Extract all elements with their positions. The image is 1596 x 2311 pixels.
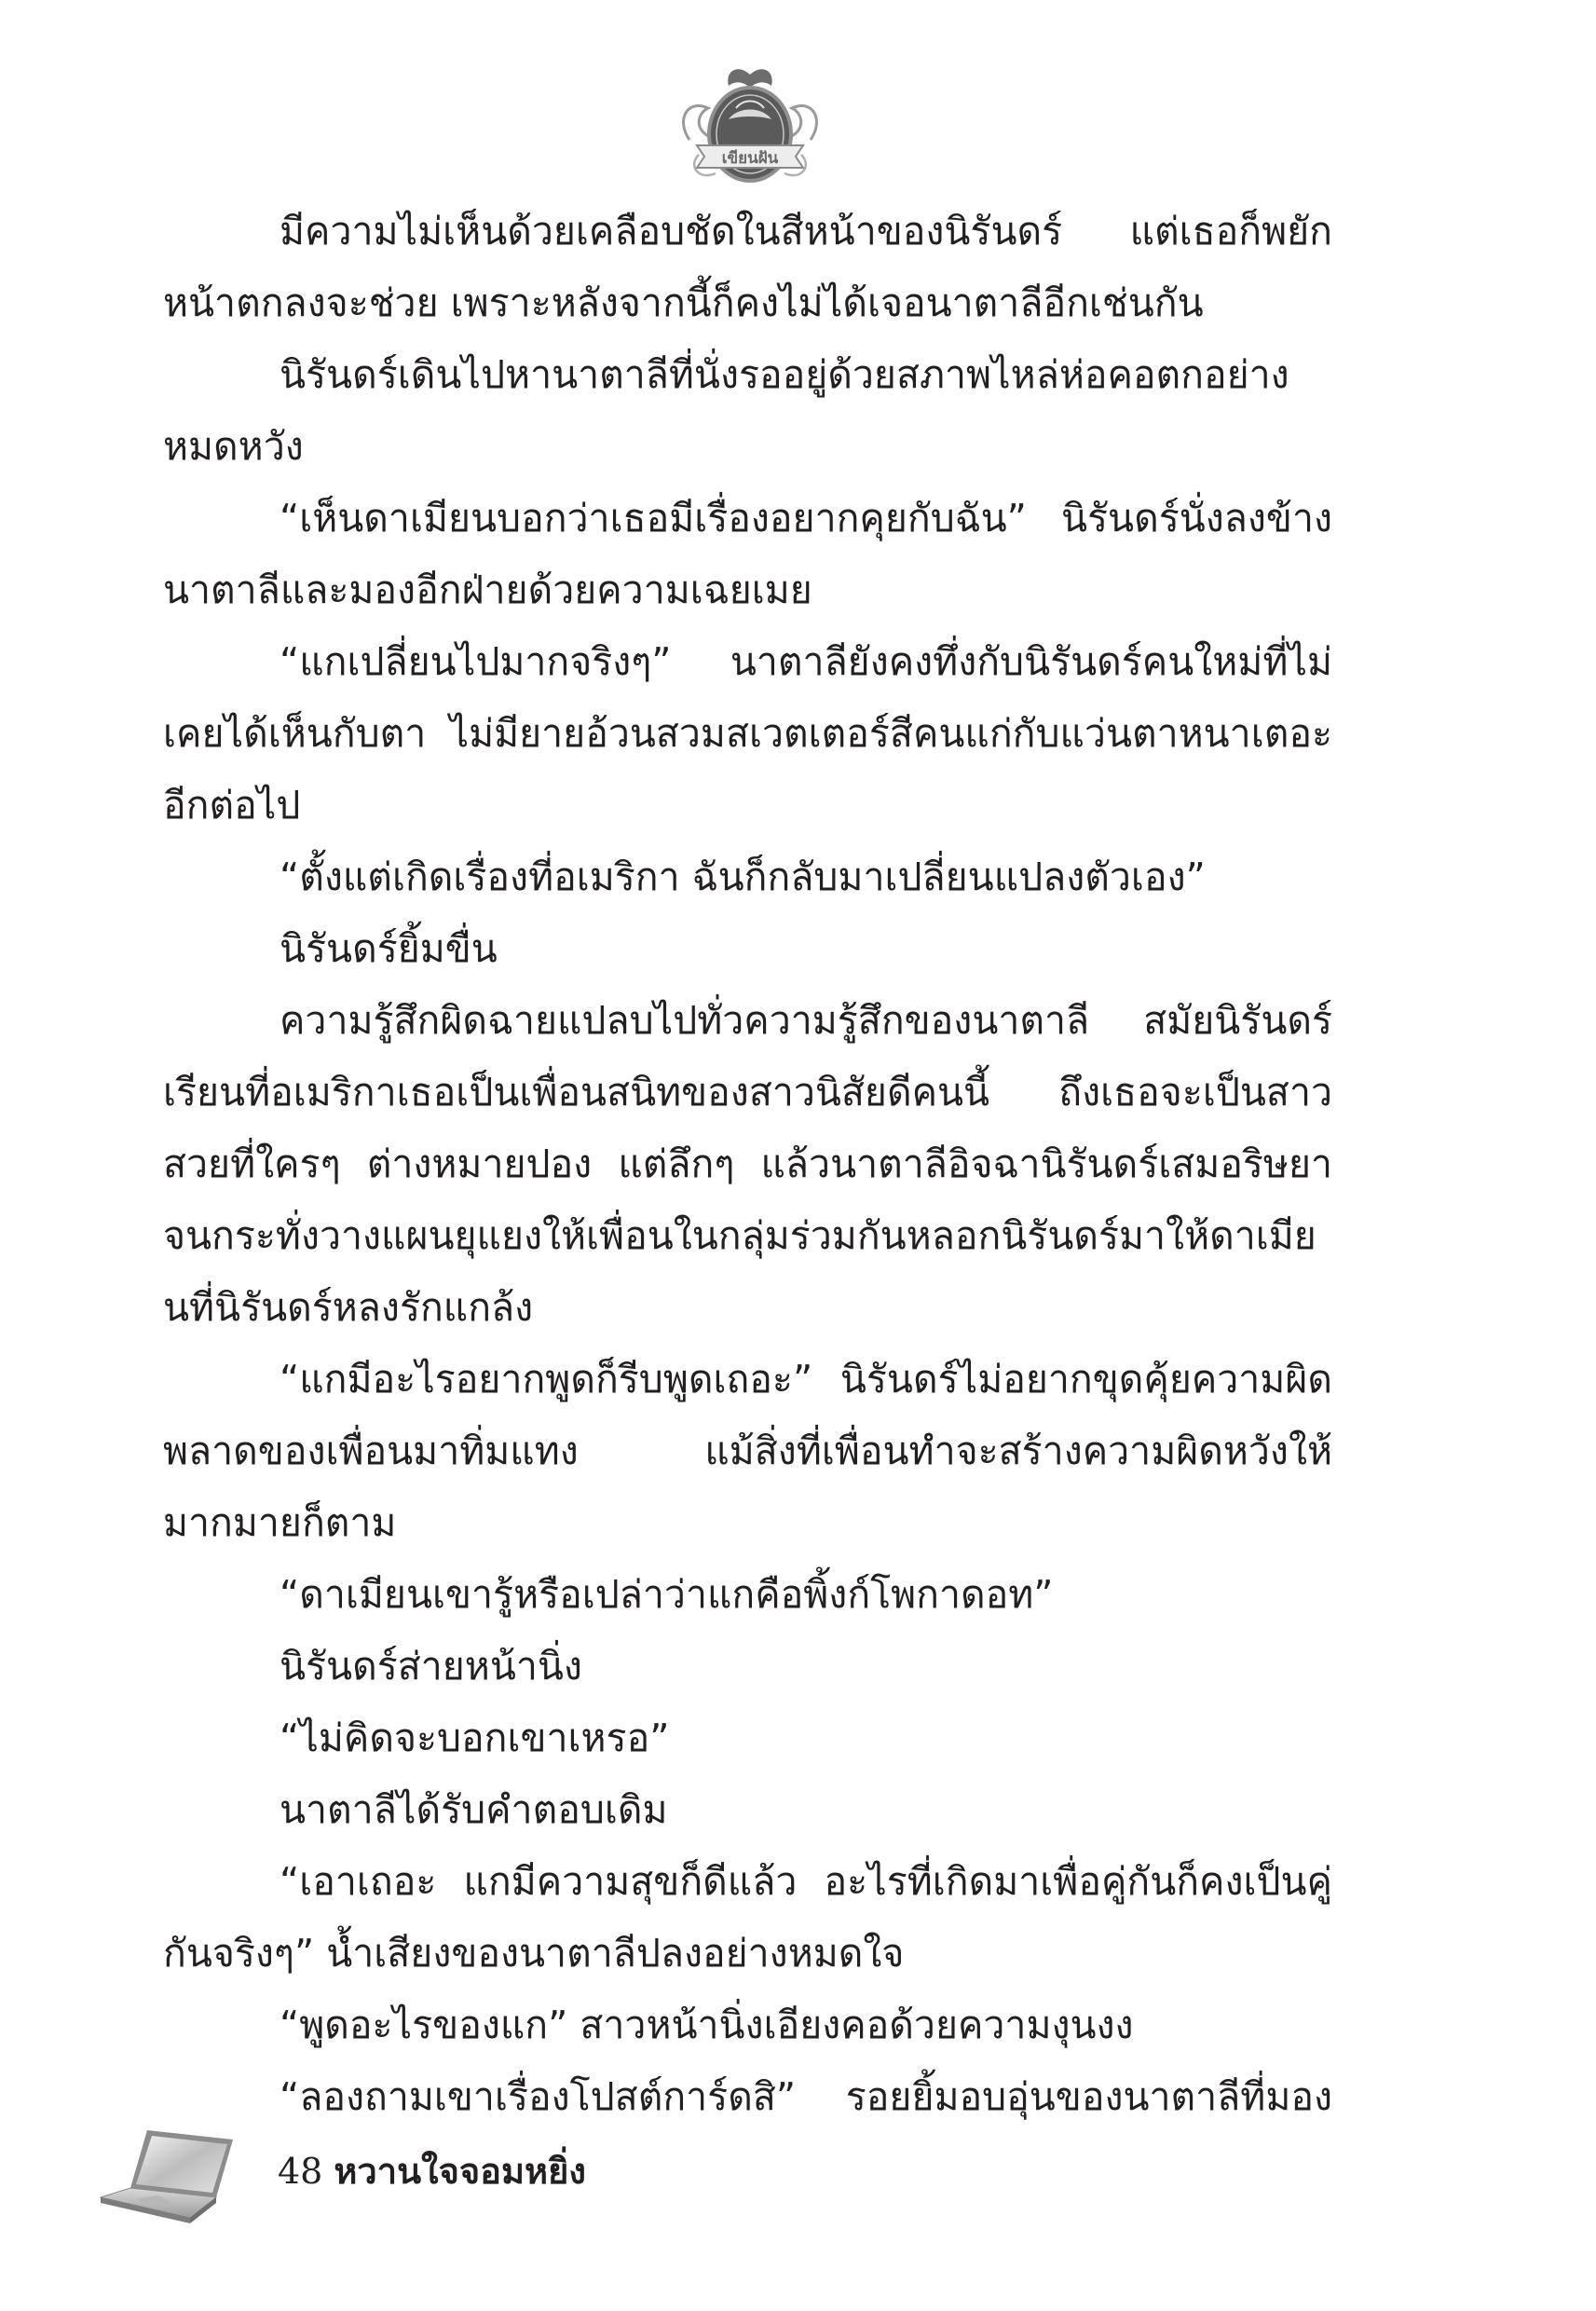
paragraph: “แกมีอะไรอยากพูดก็รีบพูดเถอะ” นิรันดร์ไม่อยากขุดคุ้ยความผิดพลาดของเพื่อนมาทิ่มแทง แม้สิ่งที่เพื่อนทำจะสร้างความผิดหวังให้มากมายก็ตาม <box>163 1357 1332 1545</box>
paragraph: “เห็นดาเมียนบอกว่าเธอมีเรื่องอยากคุยกับฉัน” นิรันดร์นั่งลงข้างนาตาลีและมองอีกฝ่ายด้วยความเฉยเมย <box>163 496 1332 612</box>
paragraph: นิรันดร์ยิ้มขื่น <box>280 926 498 971</box>
paragraph: ความรู้สึกผิดฉายแปลบไปทั่วความรู้สึกของนาตาลี สมัยนิรันดร์เรียนที่อเมริกาเธอเป็นเพื่อนสนิทของสาวนิสัยดีคนนี้ ถึงเธอจะเป็นสาวสวยที่ใครๆ ต่างหมายปอง แต่ลึกๆ แล้วนาตาลีอิจฉานิรันดร์เสมอริษยาจนกระทั่งวางแผนยุแยงให้เพื่อนในกลุ่มร่วมกันหลอกนิรันดร์มาให้ดาเมียนที่นิรันดร์หลงรักแกล้ง <box>163 998 1332 1330</box>
book-title: หวานใจจอมหยิ่ง <box>334 2151 586 2192</box>
paragraph: มีความไม่เห็นด้วยเคลือบชัดในสีหน้าของนิรันดร์ แต่เธอก็พยักหน้าตกลงจะช่วย เพราะหลังจากนี้ก็คงไม่ได้เจอนาตาลีอีกเช่นกัน <box>163 209 1332 325</box>
paragraph: “เอาเถอะ แกมีความสุขก็ดีแล้ว อะไรที่เกิดมาเพื่อคู่กันก็คงเป็นคู่กันจริงๆ” น้ำเสียงของนาตาลีปลงอย่างหมดใจ <box>163 1859 1332 1976</box>
page-number: 48 <box>278 2151 323 2192</box>
paragraph: “ไม่คิดจะบอกเขาเหรอ” <box>280 1716 670 1760</box>
page-footer <box>0 2115 1596 2246</box>
paragraph: นิรันดร์ส่ายหน้านิ่ง <box>280 1644 582 1689</box>
folio <box>278 2143 586 2199</box>
paragraph: นิรันดร์เดินไปหานาตาลีที่นั่งรออยู่ด้วยสภาพไหล่ห่อคอตกอย่างหมดหวัง <box>163 352 1289 469</box>
laptop-icon <box>93 2125 242 2236</box>
body-text <box>163 196 1332 2205</box>
paragraph: นาตาลีได้รับคำตอบเดิม <box>280 1787 668 1832</box>
ornamental-emblem-icon <box>671 54 829 194</box>
paragraph: “ลองถามเขาเรื่องโปสต์การ์ดสิ” รอยยิ้มอบอุ่นของนาตาลีที่มอง <box>280 2074 1332 2119</box>
paragraph: “พูดอะไรของแก” สาวหน้านิ่งเอียงคอด้วยความงุนงง <box>280 2003 1134 2047</box>
paragraph: “แกเปลี่ยนไปมากจริงๆ” นาตาลียังคงทึ่งกับนิรันดร์คนใหม่ที่ไม่เคยได้เห็นกับตา ไม่มียายอ้วนสวมสเวตเตอร์สีคนแก่กับแว่นตาหนาเตอะอีกต่อไป <box>163 639 1332 827</box>
paragraph: “ตั้งแต่เกิดเรื่องที่อเมริกา ฉันก็กลับมาเปลี่ยนแปลงตัวเอง” <box>280 855 1206 899</box>
logo-text: เขียนฝัน <box>721 149 779 168</box>
paragraph: “ดาเมียนเขารู้หรือเปล่าว่าแกคือพิ้งก์โพกาดอท” <box>280 1572 1054 1617</box>
